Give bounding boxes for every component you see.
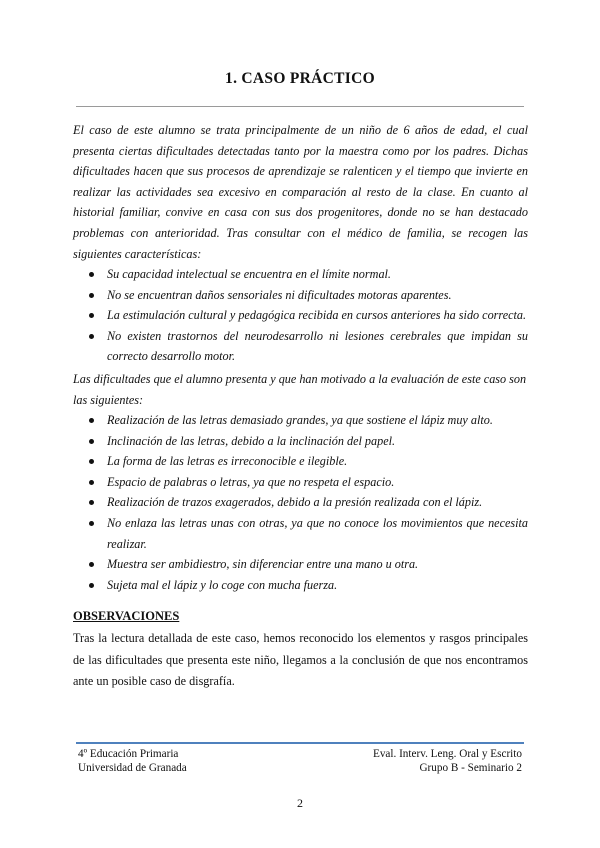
list-item: No enlaza las letras unas con otras, ya que no conoce los movimientos que necesita realizar. xyxy=(73,513,528,554)
list-item: No se encuentran daños sensoriales ni dificultades motoras aparentes. xyxy=(73,285,528,306)
footer-left xyxy=(78,748,187,775)
page-number: 2 xyxy=(297,796,303,810)
observations-heading: OBSERVACIONES xyxy=(73,609,180,623)
list-item: Realización de las letras demasiado grandes, ya que sostiene el lápiz muy alto. xyxy=(73,410,528,431)
list-item: La forma de las letras es irreconocible e ilegible. xyxy=(73,451,528,472)
footer-divider xyxy=(76,742,524,744)
observations-text: Tras la lectura detallada de este caso, hemos reconocido los elementos y rasgos principales de las dificultades que presenta este niño, llegamos a la conclusión de que nos encontramos ante un posible caso de disgrafía. xyxy=(73,631,528,688)
footer-group: Grupo B - Seminario 2 xyxy=(419,761,522,774)
difficulties-intro: Las dificultades que el alumno presenta y que han motivado a la evaluación de este caso son las siguientes: xyxy=(73,372,527,407)
intro-paragraph: El caso de este alumno se trata principalmente de un niño de 6 años de edad, el cual presenta ciertas dificultades detectadas tanto por la maestra como por los padres. Dichas dificultades hacen que sus procesos de aprendizaje se ralenticen y el tiempo que invierte en realizar las actividades sea excesivo en comparación al resto de la clase. En cuanto al historial familiar, convive en casa con sus dos progenitores, donde no se han destacado problemas con anterioridad. Tras consultar con el médico de familia, se recogen las siguientes características: xyxy=(73,123,528,261)
list-item: Sujeta mal el lápiz y lo coge con mucha fuerza. xyxy=(73,575,528,596)
difficulties-list xyxy=(73,410,528,595)
title-divider xyxy=(76,106,524,107)
footer-right xyxy=(373,748,522,775)
list-item: Inclinación de las letras, debido a la inclinación del papel. xyxy=(73,431,528,452)
page-title: 1. CASO PRÁCTICO xyxy=(225,70,375,87)
list-item: No existen trastornos del neurodesarrollo ni lesiones cerebrales que impidan su correcto desarrollo motor. xyxy=(73,326,528,367)
footer-university: Universidad de Granada xyxy=(78,761,187,774)
list-item: Muestra ser ambidiestro, sin diferenciar entre una mano u otra. xyxy=(73,554,528,575)
characteristics-list xyxy=(73,264,528,367)
list-item: La estimulación cultural y pedagógica recibida en cursos anteriores ha sido correcta. xyxy=(73,305,528,326)
footer-subject: Eval. Interv. Leng. Oral y Escrito xyxy=(372,748,522,760)
list-item: Su capacidad intelectual se encuentra en el límite normal. xyxy=(73,264,528,285)
footer-course: 4º Educación Primaria xyxy=(78,748,179,760)
list-item: Realización de trazos exagerados, debido a la presión realizada con el lápiz. xyxy=(73,492,528,513)
list-item: Espacio de palabras o letras, ya que no respeta el espacio. xyxy=(73,472,528,493)
